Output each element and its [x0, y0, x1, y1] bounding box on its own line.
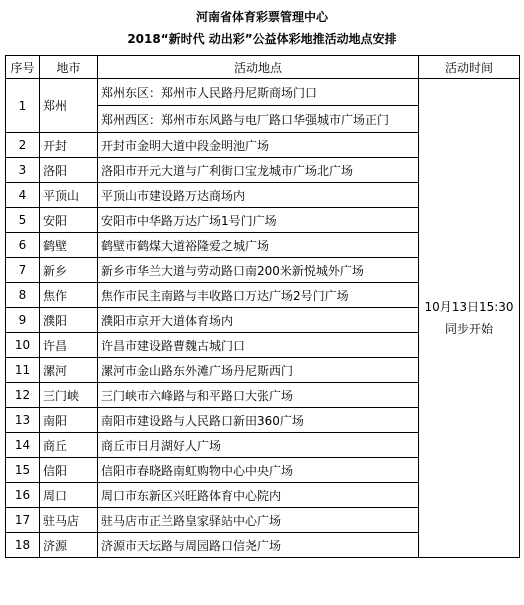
row-location: 郑州东区：郑州市人民路丹尼斯商场门口 — [98, 79, 419, 106]
column-header-no: 序号 — [6, 56, 40, 79]
row-number: 17 — [6, 508, 40, 533]
row-number: 18 — [6, 533, 40, 558]
row-number: 8 — [6, 283, 40, 308]
row-city: 商丘 — [40, 433, 98, 458]
row-location: 开封市金明大道中段金明池广场 — [98, 133, 419, 158]
row-number: 5 — [6, 208, 40, 233]
row-number: 12 — [6, 383, 40, 408]
row-city: 济源 — [40, 533, 98, 558]
row-city: 三门峡 — [40, 383, 98, 408]
row-location: 驻马店市正兰路皇家驿站中心广场 — [98, 508, 419, 533]
row-location: 新乡市华兰大道与劳动路口南200米新悦城外广场 — [98, 258, 419, 283]
activity-time-line-1: 10月13日15:30 — [424, 300, 514, 314]
row-city: 焦作 — [40, 283, 98, 308]
row-location: 周口市东新区兴旺路体育中心院内 — [98, 483, 419, 508]
row-location: 焦作市民主南路与丰收路口万达广场2号门广场 — [98, 283, 419, 308]
row-city: 南阳 — [40, 408, 98, 433]
row-location: 安阳市中华路万达广场1号门广场 — [98, 208, 419, 233]
row-location: 济源市天坛路与周园路口信尧广场 — [98, 533, 419, 558]
row-location: 洛阳市开元大道与广利街口宝龙城市广场北广场 — [98, 158, 419, 183]
row-location: 郑州西区：郑州市东风路与电厂路口华强城市广场正门 — [98, 106, 419, 133]
row-city: 鹤壁 — [40, 233, 98, 258]
column-header-city: 地市 — [40, 56, 98, 79]
row-number: 14 — [6, 433, 40, 458]
row-city: 郑州 — [40, 79, 98, 133]
row-city: 漯河 — [40, 358, 98, 383]
page-subtitle: 2018“新时代 动出彩”公益体彩地推活动地点安排 — [127, 32, 397, 46]
column-header-location: 活动地点 — [98, 56, 419, 79]
row-location: 三门峡市六峰路与和平路口大张广场 — [98, 383, 419, 408]
row-city: 驻马店 — [40, 508, 98, 533]
row-city: 新乡 — [40, 258, 98, 283]
row-location: 漯河市金山路东外滩广场丹尼斯西门 — [98, 358, 419, 383]
page-title: 河南省体育彩票管理中心 — [195, 10, 328, 24]
row-city: 濮阳 — [40, 308, 98, 333]
table-header-row — [6, 56, 520, 79]
row-location: 许昌市建设路曹魏古城门口 — [98, 333, 419, 358]
table-row — [6, 79, 520, 106]
row-number: 7 — [6, 258, 40, 283]
activity-time-cell — [419, 79, 520, 558]
row-number: 4 — [6, 183, 40, 208]
row-city: 安阳 — [40, 208, 98, 233]
row-number: 11 — [6, 358, 40, 383]
row-city: 平顶山 — [40, 183, 98, 208]
row-city: 洛阳 — [40, 158, 98, 183]
row-number: 9 — [6, 308, 40, 333]
row-city: 信阳 — [40, 458, 98, 483]
row-city: 开封 — [40, 133, 98, 158]
row-number: 15 — [6, 458, 40, 483]
column-header-time: 活动时间 — [419, 56, 520, 79]
row-location: 平顶山市建设路万达商场内 — [98, 183, 419, 208]
row-location: 鹤壁市鹤煤大道裕隆爱之城广场 — [98, 233, 419, 258]
row-number: 3 — [6, 158, 40, 183]
activity-time-line-2: 同步开始 — [444, 322, 493, 336]
row-number: 13 — [6, 408, 40, 433]
row-city: 许昌 — [40, 333, 98, 358]
row-city: 周口 — [40, 483, 98, 508]
row-number: 10 — [6, 333, 40, 358]
row-number: 6 — [6, 233, 40, 258]
row-number: 2 — [6, 133, 40, 158]
row-number: 1 — [6, 79, 40, 133]
row-location: 濮阳市京开大道体育场内 — [98, 308, 419, 333]
schedule-table — [5, 55, 520, 558]
row-number: 16 — [6, 483, 40, 508]
row-location: 商丘市日月湖好人广场 — [98, 433, 419, 458]
row-location: 信阳市春晓路南虹购物中心中央广场 — [98, 458, 419, 483]
row-location: 南阳市建设路与人民路口新田360广场 — [98, 408, 419, 433]
